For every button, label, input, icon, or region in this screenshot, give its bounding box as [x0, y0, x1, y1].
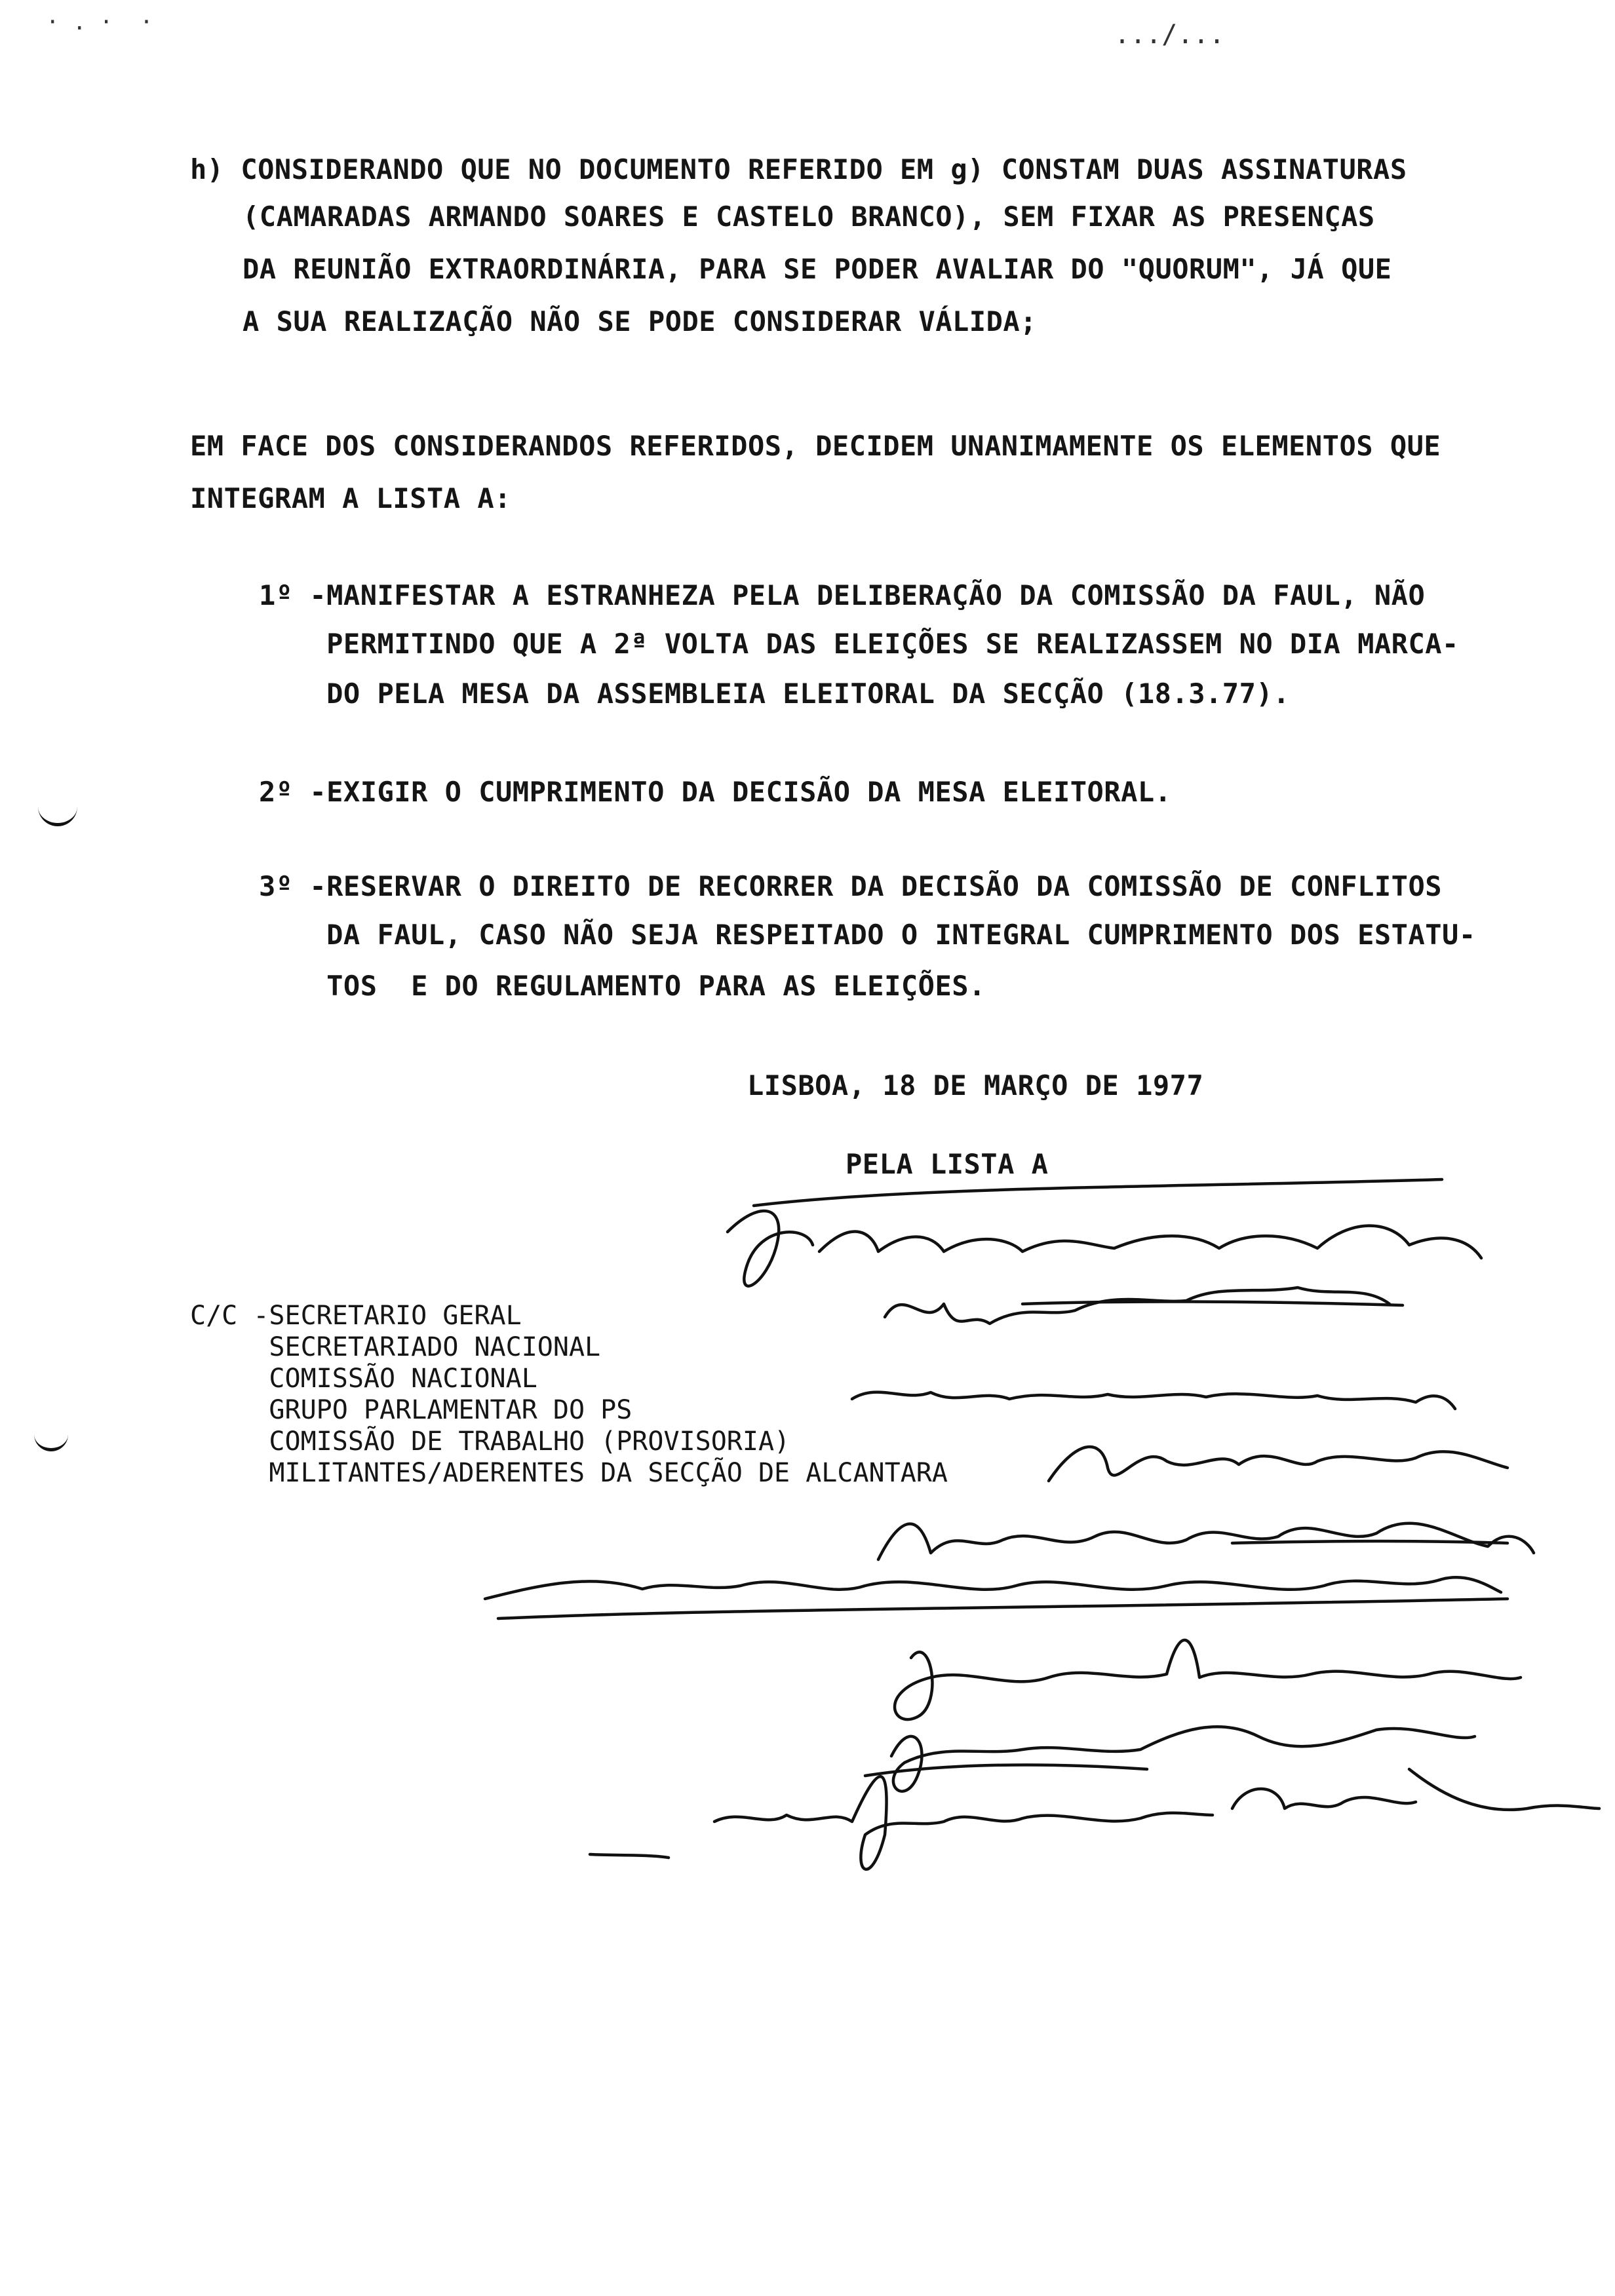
paragraph-h-line-4: A SUA REALIZAÇÃO NÃO SE PODE CONSIDERAR VÁLIDA;: [243, 305, 1037, 337]
signature-7: [895, 1640, 1521, 1719]
cc-line-4: GRUPO PARLAMENTAR DO PS: [190, 1395, 632, 1425]
signature-9: [590, 1769, 1599, 1869]
paragraph-h-line-2: (CAMARADAS ARMANDO SOARES E CASTELO BRANCO), SEM FIXAR AS PRESENÇAS: [243, 201, 1375, 233]
cc-line-1: C/C -SECRETARIO GERAL: [190, 1301, 522, 1331]
signature-6: [485, 1577, 1508, 1618]
signature-3: [852, 1392, 1455, 1409]
paragraph-h-line-3: DA REUNIÃO EXTRAORDINÁRIA, PARA SE PODER AVALIAR DO "QUORUM", JÁ QUE: [243, 253, 1392, 285]
signature-8: [865, 1727, 1475, 1791]
signature-4: [1049, 1447, 1508, 1481]
signature-2: [885, 1288, 1403, 1324]
intro-line-1: EM FACE DOS CONSIDERANDOS REFERIDOS, DECIDEM UNANIMAMENTE OS ELEMENTOS QUE: [190, 430, 1441, 462]
cc-line-2: SECRETARIADO NACIONAL: [190, 1332, 601, 1362]
intro-line-2: INTEGRAM A LISTA A:: [190, 482, 511, 514]
cc-line-3: COMISSÃO NACIONAL: [190, 1364, 537, 1394]
place-date: LISBOA, 18 DE MARÇO DE 1977: [747, 1069, 1204, 1101]
signature-1: [728, 1179, 1481, 1286]
item-3-line-1: 3º -RESERVAR O DIREITO DE RECORRER DA DECISÃO DA COMISSÃO DE CONFLITOS: [259, 870, 1443, 902]
item-1-line-2: PERMITINDO QUE A 2ª VOLTA DAS ELEIÇÕES SE REALIZASSEM NO DIA MARCA-: [259, 628, 1459, 660]
item-3-line-2: DA FAUL, CASO NÃO SEJA RESPEITADO O INTEGRAL CUMPRIMENTO DOS ESTATU-: [259, 919, 1476, 951]
item-2-line-1: 2º -EXIGIR O CUMPRIMENTO DA DECISÃO DA MESA ELEITORAL.: [259, 776, 1172, 808]
page-continuation-marker: .../...: [1114, 20, 1225, 50]
cc-line-6: MILITANTES/ADERENTES DA SECÇÃO DE ALCANTARA: [190, 1458, 948, 1488]
item-3-line-3: TOS E DO REGULAMENTO PARA AS ELEIÇÕES.: [259, 970, 986, 1002]
item-1-line-3: DO PELA MESA DA ASSEMBLEIA ELEITORAL DA SECÇÃO (18.3.77).: [259, 678, 1290, 710]
cc-line-5: COMISSÃO DE TRABALHO (PROVISORIA): [190, 1426, 790, 1457]
top-left-marks: · . · ·: [46, 9, 153, 35]
signed-by: PELA LISTA A: [846, 1148, 1049, 1180]
paragraph-h-line-1: h) CONSIDERANDO QUE NO DOCUMENTO REFERIDO EM g) CONSTAM DUAS ASSINATURAS: [190, 153, 1407, 185]
signature-5: [878, 1523, 1534, 1559]
item-1-line-1: 1º -MANIFESTAR A ESTRANHEZA PELA DELIBERAÇÃO DA COMISSÃO DA FAUL, NÃO: [259, 579, 1426, 611]
